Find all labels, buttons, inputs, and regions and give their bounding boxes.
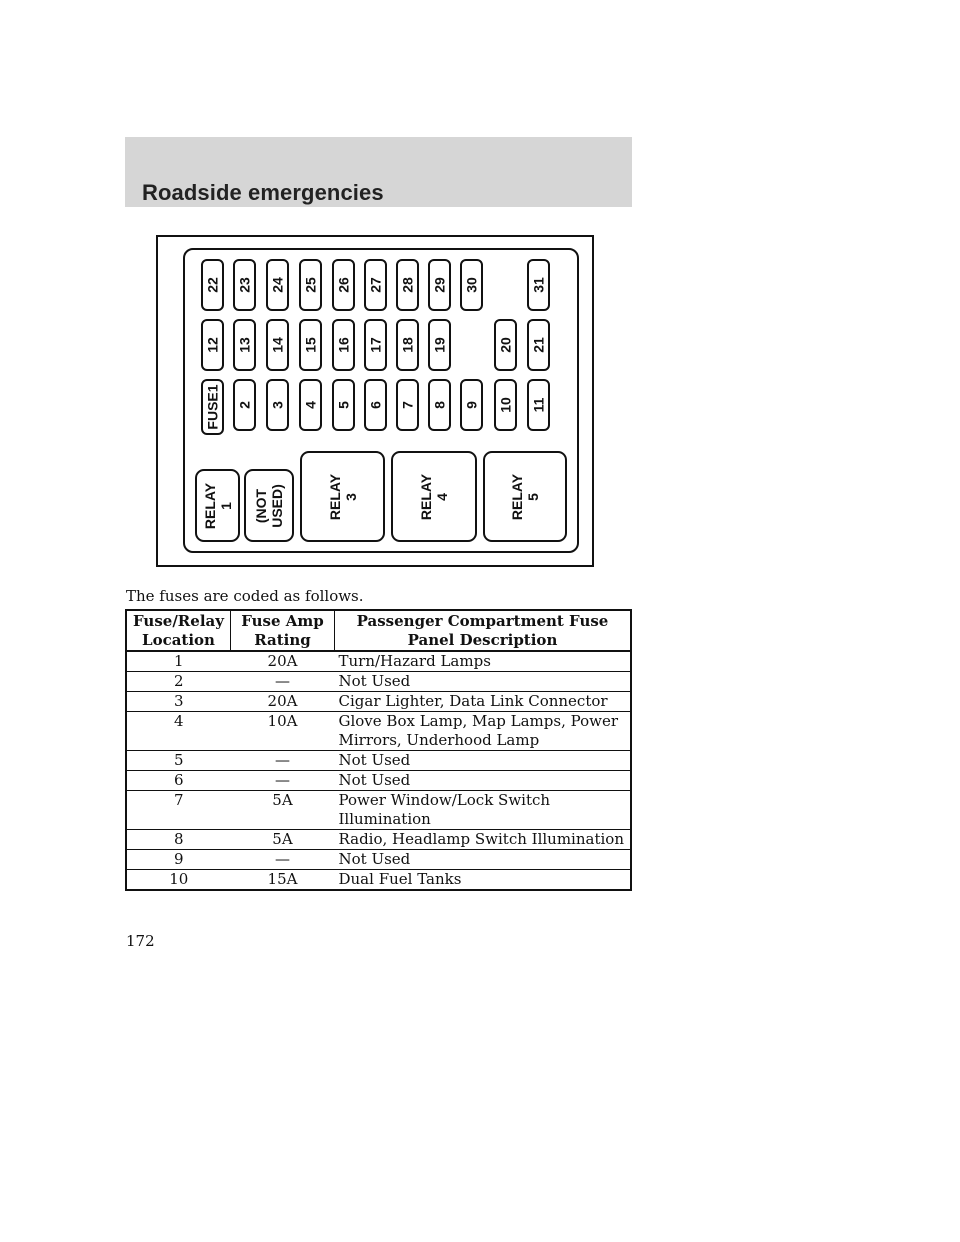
relay-label-line2: USED): [269, 483, 285, 528]
fuse-label: 25: [302, 277, 318, 293]
fuse-29: [428, 259, 451, 311]
cell-location: 1: [126, 651, 231, 672]
fuse-label: FUSE1: [204, 384, 220, 430]
fuse-label: 3: [269, 401, 285, 409]
cell-location: 3: [126, 692, 231, 712]
fuse-label: 31: [530, 277, 546, 293]
fuse-label: 4: [302, 401, 318, 409]
cell-description: Cigar Lighter, Data Link Connector: [335, 692, 632, 712]
table-body: [126, 651, 631, 890]
section-title: Roadside emergencies: [142, 180, 384, 205]
relay-label-line1: RELAY: [201, 482, 218, 529]
fuse-5: [332, 379, 355, 431]
column-header-location: Fuse/Relay Location: [126, 610, 231, 651]
cell-rating: 20A: [231, 651, 335, 672]
fuse-3: [266, 379, 289, 431]
fuse-label: 27: [367, 277, 383, 293]
cell-rating: 15A: [231, 870, 335, 891]
relay-label-line2: 4: [434, 492, 450, 501]
column-header-description: Passenger Compartment Fuse Panel Description: [335, 610, 632, 651]
fuse-label: 23: [236, 277, 252, 293]
fuse-table: [125, 609, 632, 891]
cell-description: Not Used: [335, 751, 632, 771]
cell-rating: —: [231, 672, 335, 692]
fuse-15: [299, 319, 322, 371]
fuse-2: [233, 379, 256, 431]
fuse-label: 20: [497, 337, 513, 353]
table-row: [126, 830, 631, 850]
cell-description: Glove Box Lamp, Map Lamps, Power Mirrors, Underhood Lamp: [335, 712, 632, 751]
fuse-14: [266, 319, 289, 371]
cell-location: 4: [126, 712, 231, 751]
fuse-16: [332, 319, 355, 371]
fuse-label: 11: [530, 397, 546, 413]
fuse-label: 17: [367, 337, 383, 353]
fuse-11: [527, 379, 550, 431]
fuse-label: 28: [399, 277, 415, 293]
fuse-label: 14: [269, 337, 285, 353]
relay-2: [244, 469, 294, 542]
fuse-label: 13: [236, 337, 252, 353]
relay-5: [483, 451, 567, 542]
fuse-23: [233, 259, 256, 311]
table-row: [126, 712, 631, 751]
cell-location: 2: [126, 672, 231, 692]
intro-text: The fuses are coded as follows.: [126, 587, 364, 605]
relay-label-line1: (NOT: [253, 488, 269, 523]
cell-rating: —: [231, 771, 335, 791]
relay-4: [391, 451, 477, 542]
cell-rating: —: [231, 850, 335, 870]
cell-rating: 10A: [231, 712, 335, 751]
fuse-label: 2: [236, 401, 252, 409]
fuse-6: [364, 379, 387, 431]
cell-location: 10: [126, 870, 231, 891]
fuse-25: [299, 259, 322, 311]
fuse-17: [364, 319, 387, 371]
table-row: [126, 692, 631, 712]
fuse-31: [527, 259, 550, 311]
relay-label-line2: 1: [217, 501, 234, 510]
table-row: [126, 751, 631, 771]
relay-label-line1: RELAY: [326, 473, 343, 520]
fuse-26: [332, 259, 355, 311]
fuse-label: 7: [399, 401, 415, 409]
fuse-label: 10: [497, 397, 513, 413]
fuse-label: 12: [204, 337, 220, 353]
cell-rating: 20A: [231, 692, 335, 712]
fuse-4: [299, 379, 322, 431]
relay-label-line1: RELAY: [418, 473, 434, 520]
fuse-label: 29: [431, 277, 447, 293]
relay-label-line2: 5: [525, 492, 541, 501]
cell-location: 9: [126, 850, 231, 870]
cell-description: Not Used: [335, 771, 632, 791]
fuse-10: [494, 379, 517, 431]
cell-location: 5: [126, 751, 231, 771]
fuse-label: 22: [204, 277, 220, 293]
fuse-label: 26: [335, 277, 351, 293]
table-row: [126, 771, 631, 791]
cell-description: Not Used: [335, 672, 632, 692]
table-row: [126, 791, 631, 830]
relay-1: [195, 469, 240, 542]
fuse-22: [201, 259, 224, 311]
fuse-13: [233, 319, 256, 371]
cell-location: 7: [126, 791, 231, 830]
fuse-1: [201, 379, 224, 435]
cell-location: 8: [126, 830, 231, 850]
cell-rating: 5A: [231, 791, 335, 830]
fuse-12: [201, 319, 224, 371]
fuse-30: [460, 259, 483, 311]
relay-label: [509, 473, 541, 519]
fuse-18: [396, 319, 419, 371]
fuse-label: 8: [431, 401, 447, 409]
fuse-9: [460, 379, 483, 431]
column-header-rating: Fuse Amp Rating: [231, 610, 335, 651]
relay-label: [418, 473, 450, 519]
fuse-label: 9: [463, 401, 479, 409]
page-number: 172: [126, 932, 155, 950]
table-row: [126, 870, 631, 891]
relay-label: [202, 482, 234, 528]
cell-description: Not Used: [335, 850, 632, 870]
table-row: [126, 651, 631, 672]
fuse-label: 5: [335, 401, 351, 409]
fuse-label: 15: [302, 337, 318, 353]
fuse-8: [428, 379, 451, 431]
fuse-20: [494, 319, 517, 371]
cell-rating: —: [231, 751, 335, 771]
relay-3: [300, 451, 385, 542]
fuse-21: [527, 319, 550, 371]
fuse-19: [428, 319, 451, 371]
relay-label-line2: 3: [342, 492, 359, 501]
fuse-label: 18: [399, 337, 415, 353]
fuse-7: [396, 379, 419, 431]
cell-description: Power Window/Lock Switch Illumination: [335, 791, 632, 830]
fuse-label: 6: [367, 401, 383, 409]
cell-description: Turn/Hazard Lamps: [335, 651, 632, 672]
fuse-label: 24: [269, 277, 285, 293]
cell-description: Radio, Headlamp Switch Illumination: [335, 830, 632, 850]
relay-label-line1: RELAY: [509, 473, 525, 520]
fuse-label: 16: [335, 337, 351, 353]
fuse-label: 21: [530, 337, 546, 353]
fuse-27: [364, 259, 387, 311]
cell-location: 6: [126, 771, 231, 791]
cell-description: Dual Fuel Tanks: [335, 870, 632, 891]
table-row: [126, 850, 631, 870]
cell-rating: 5A: [231, 830, 335, 850]
table-header-row: [126, 610, 631, 651]
relay-label: [327, 473, 359, 519]
table-row: [126, 672, 631, 692]
relay-label: [253, 484, 285, 528]
fuse-28: [396, 259, 419, 311]
fuse-24: [266, 259, 289, 311]
fuse-label: 19: [431, 337, 447, 353]
fuse-label: 30: [463, 277, 479, 293]
